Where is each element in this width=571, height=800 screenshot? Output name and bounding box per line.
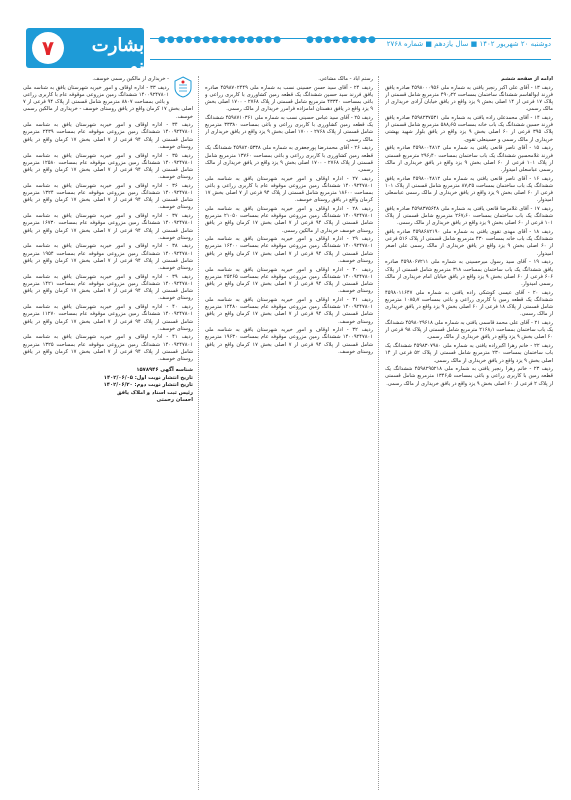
signer-title: رئیس ثبت اسناد و املاک یافق [116,389,193,396]
paragraph: ردیف ۱۵ - آقای ناصر قانعی یافتی به شماره ملی ۴۵۹۸۰۰۴۸۱۲ صادره یافق فرزند غلامحسین ششدانگ یک باب ساختمان بمساحت ۲۹۶٫۴۰ مترمربع قسمتی از پلاک ۱۰۱ فرعی از ۶۰ اصلی بخش ۹ یزد واقع در یافق خریداری از مالک رسمی عباسعلی امیدوار. [385,145,553,173]
paragraph: ردیف ۱۷ - آقای غلامرضا قانعی یافتی به شماره ملی ۴۵۹۸۳۷۵۶۴۸ صادره یافق ششدانگ یک باب ساختمان بمساحت ۲۶۷٫۶۰ مترمربع شامل قسمتی از پلاک ۱۰۱ فرعی از ۶۰ اصلی بخش ۹ یزد واقع در یافق خریداری از مالک رسمی. [385,205,553,227]
column-left [23,76,193,790]
paragraph: ردیف ۲۶ - آقای محمدرضا پورجعفری به شماره ملی ۴۵۹۸۲۰۵۳۳۸ ششدانگ یک قطعه زمین کشاورزی با کاربری زراعی و باغی بمساحت ۱۳۷۶۰ مترمربع شامل قسمتی از پلاک ۲۷۶۸ - ۱۷۰۰ اصلی بخش ۹ یزد واقع در یافق خریداری از مالک رسمی. [205,145,373,173]
paragraph: ردیف ۳۶ - اداره اوقاف و امور خیریه شهرستان یافق به شناسه ملی ۱۴۰۰۹۲۴۷۸۰۱ ششدانگ زمین مزروعی موقوفه عام بمساحت ۱۳۲۴ مترمربع شامل قسمتی از پلاک ۹۴ فرعی از ۷ اصلی بخش ۱۷ کرمان واقع در یافق روستای خوسف. [23,182,193,211]
paragraph: ردیف ۳۴ - اداره اوقاف و امور خیریه شهرستان یافق به شناسه ملی ۱۴۰۰۹۲۴۷۸۰۱ ششدانگ زمین مزروعی موقوفه عام بمساحت ۲۴۳۹ مترمربع شامل قسمتی از پلاک ۹۴ فرعی از ۷ اصلی بخش ۱۷ کرمان واقع در یافق روستای خوسف. [23,122,193,150]
notice-footer [23,367,193,405]
paragraph: رستم آباد - مالک مشاعی. [318,76,373,82]
paragraph: ردیف ۲۳ - خانم زهرا رنجبر یافتی به شماره ملی ۴۵۹۸۲۹۵۲۱۸ ششدانگ یک قطعه زمین با کاربری زراعی و باغی بمساحت ۱۳۴۶٫۵ مترمربع شامل قسمتی از پلاک ۲ فرعی از ۶۰ اصلی بخش ۹ یزد واقع در یافق خریداری از مالک رسمی. [385,366,553,387]
column-divider [378,76,379,790]
paragraph: ردیف ۱۳ - آقای علی اکبر رنجبر یافتی به شماره ملی ۴۵۹۸۰۰۰۹۵۶ صادره یافق فرزند ابوالقاسم ششدانگ ساختمان بمساحت ۴۹۰٫۲۲ مترمربع شامل قسمتی از پلاک ۱۷ فرعی از ۱۴ اصلی بخش ۹ یزد واقع در یافق خیابان آزادی خریداری از مالک رسمی. [385,84,553,113]
paragraph: ردیف ۳۸ - اداره اوقاف و امور خیریه شهرستان یافق به شناسه ملی ۱۴۰۰۹۲۴۷۸۰۱ ششدانگ زمین مزروعی موقوفه عام بمساحت ۱۹۵۴ مترمربع شامل قسمتی از پلاک ۹۴ فرعی از ۷ اصلی بخش ۱۷ کرمان واقع در یافق روستای خوسف. [23,243,193,272]
paragraph: ردیف ۴۰ - اداره اوقاف و امور خیریه شهرستان یافق به شناسه ملی ۱۴۰۰۹۲۴۷۸۰۱ ششدانگ زمین مزروعی موقوفه عام بمساحت ۱۱۲۷۰ مترمربع شامل قسمتی از پلاک ۹۴ فرعی از ۷ اصلی بخش ۱۷ کرمان واقع در یافق روستای خوسف. [23,304,193,332]
column-right [385,76,553,790]
paragraph: ردیف ۲۱ - آقای علی محمد قاسمی یافتی به شماره ملی ۴۵۹۸۰۲۹۶۱۸ ششدانگ یک باب ساختمان بمساحت ۲۱۶۸٫۱ مترمربع شامل قسمتی از پلاک ۹۸ فرعی از ۶۰ اصلی بخش ۹ یزد واقع در یافق خریداری از مالک رسمی. [385,320,553,341]
signer-name: احسان رحمتی [156,397,193,404]
paragraph: ردیف ۱۸ - آقای مهدی تقوی یافتی به شماره ملی ۴۵۹۸۶۸۲۱۹۰ صادره یافق ششدانگ یک باب خانه بمساحت ۴۳۰ مترمربع شامل قسمتی از پلاک ۵۱۶ فرعی از ۶۰ اصلی بخش ۹ یزد واقع در یافق خریداری از مالک رسمی علی اصغر امیدوار. [385,229,553,257]
notice-code: شناسه آگهی ۱۵۷۸۹۴۶ [136,367,193,374]
page-header [26,28,551,77]
article-columns [20,76,553,790]
paragraph: ردیف ۲۸ - اداره اوقاف و امور خیریه شهرستان یافق به شناسه ملی ۱۴۰۰۹۲۴۷۸۰۱ ششدانگ زمین مزروعی موقوفه عام بمساحت ۲۱۰۵۰ مترمربع شامل قسمتی از پلاک ۹۴ فرعی از ۷ اصلی بخش ۱۷ کرمان واقع در یافق روستای خوسف خریداری از مالکین رسمی. [205,205,373,234]
column-middle [205,76,373,790]
paragraph: ردیف ۳۷ - اداره اوقاف و امور خیریه شهرستان یافق به شناسه ملی ۱۴۰۰۹۲۴۷۸۰۱ ششدانگ زمین مزروعی موقوفه عام بمساحت ۱۶۷۳۰ مترمربع شامل قسمتی از پلاک ۹۴ فرعی از ۷ اصلی بخش ۱۷ کرمان واقع در یافق روستای خوسف. [23,213,193,241]
paragraph: ردیف ۲۵ - آقای سید عباس حسینی نسب به شماره ملی ۴۵۹۸۷۱۰۳۶۱ ششدانگ یک قطعه زمین کشاورزی با کاربری زراعی و باغی بمساحت ۳۳۳۸۰ مترمربع شامل قسمتی از پلاک ۲۷۶۸ - ۱۷۰۰ اصلی بخش ۹ یزد واقع در یافق خریداری از مالک رسمی. [205,115,373,143]
paragraph: ردیف ۳۰ - اداره اوقاف و امور خیریه شهرستان یافق به شناسه ملی ۱۴۰۰۹۲۴۷۸۰۱ ششدانگ زمین مزروعی موقوفه عام بمساحت ۲۵۲۶۵ مترمربع شامل قسمتی از پلاک ۹۴ فرعی از ۷ اصلی بخش ۱۷ کرمان واقع در یافق روستای خوسف. [205,266,373,295]
paragraph: ردیف ۲۴ - آقای سید حسن حسینی نسب به شماره ملی ۴۵۹۸۷۰۲۴۴۹ صادره یافق فرزند سید حسین ششدانگ یک قطعه زمین کشاورزی با کاربری زراعی و باغی بمساحت ۴۳۳۴۰ مترمربع شامل قسمتی از پلاک ۲۷۶۸ - ۱۷۰۰ اصلی بخش ۹ یزد واقع در یافق دهستان امامزاده فرامرز خریداری از مالک رسمی. [205,84,373,113]
paragraph: ردیف ۳۱ - اداره اوقاف و امور خیریه شهرستان یافق به شناسه ملی ۱۴۰۰۹۲۴۷۸۰۱ ششدانگ زمین مزروعی موقوفه عام بمساحت ۱۲۴۸۰ مترمربع شامل قسمتی از پلاک ۹۴ فرعی از ۷ اصلی بخش ۱۷ کرمان واقع در یافق روستای خوسف. [205,296,373,325]
page-number: ۷ [32,32,64,64]
paragraph: ردیف ۲۹ - اداره اوقاف و امور خیریه شهرستان یافق به شناسه ملی ۱۴۰۰۹۲۴۷۸۰۱ ششدانگ زمین مزروعی موقوفه عام بمساحت ۱۶۴۰۰ مترمربع شامل قسمتی از پلاک ۹۴ فرعی از ۷ اصلی بخش ۱۷ کرمان واقع در یافق روستای خوسف. [205,236,373,264]
registry-emblem-icon [173,76,193,98]
newspaper-logo-box [26,28,144,77]
newspaper-logo: بشارت نو [91,35,144,77]
paragraph: ردیف ۲۷ - اداره اوقاف و امور خیریه شهرستان یافق به شناسه ملی ۱۴۰۰۹۲۴۷۸۰۱ ششدانگ زمین مزروعی موقوفه عام با کاربری زراعی و باغی بمساحت ۱۸۶۰۰ مترمربع شامل قسمتی از پلاک ۹۴ فرعی از ۷ اصلی بخش ۱۷ کرمان واقع در یافق روستای خوسف. [205,175,373,204]
paragraph: ردیف ۳۲ - اداره اوقاف و امور خیریه شهرستان یافق به شناسه ملی ۱۴۰۰۹۲۴۷۸۰۱ ششدانگ زمین مزروعی موقوفه عام بمساحت ۱۹۶۳۰ مترمربع شامل قسمتی از پلاک ۹۴ فرعی از ۷ اصلی بخش ۱۷ کرمان واقع در یافق روستای خوسف. [205,327,373,355]
paragraph: - خریداری از مالکین رسمی خوسف. [92,76,169,82]
paragraph: ادامه از صفحه ششم [501,76,553,82]
header-dots-left: ●●●●●●●●●●●●●● [158,35,282,45]
paragraph: ردیف ۳۵ - اداره اوقاف و امور خیریه شهرستان یافق به شناسه ملی ۱۴۰۰۹۲۴۷۸۰۱ ششدانگ زمین مزروعی موقوفه عام بمساحت ۱۲۵۸۰ مترمربع شامل قسمتی از پلاک ۹۴ فرعی از ۷ اصلی بخش ۱۷ کرمان واقع در یافق روستای خوسف. [23,152,193,181]
paragraph: ردیف ۳۳ - اداره اوقاف و امور خیریه شهرستان یافق به شناسه ملی ۱۴۰۰۹۲۴۷۸۰۱ ششدانگ زمین مزروعی موقوفه عام با کاربری زراعی و باغی بمساحت ۸۸۰۷ مترمربع شامل قسمتی از پلاک ۹۴ فرعی از ۷ اصلی بخش ۱۷ کرمان واقع در یافق روستای خوسف - خریداری از مالکین رسمی خوسف. [23,84,193,120]
issue-meta: دوشنبه ۲۰ شهریور ۱۴۰۲ ■ سال یازدهم ■ شماره ۲۷۶۸ [386,40,551,48]
paragraph: ردیف ۲۰ - آقای عیسی کوشکی زاده یافتی به شماره ملی ۴۵۹۸۰۱۱۶۴۷ ششدانگ یک قطعه زمین با کاربری زراعی و باغی بمساحت ۱۰۸۵٫۷ مترمربع شامل قسمتی از پلاک ۱۸ فرعی از ۶۰ اصلی بخش ۹ یزد واقع در یافق خریداری از مالک رسمی. [385,289,553,318]
paragraph: ردیف ۱۴ - آقای محمدعلی زاده یافتی به شماره ملی ۴۵۹۸۲۳۷۵۳۱ صادره یافق فرزند حسین ششدانگ یک باب خانه بمساحت ۵۸۸٫۶۵ مترمربع شامل قسمتی از پلاک ۳۹۵ فرعی از ۶۰ اصلی بخش ۹ یزد واقع در یافق بلوار شهید بهشتی خریداری از مالک رسمی و حسینعلی تقوی. [385,115,553,143]
column-divider [198,76,199,790]
paragraph: ردیف ۱۹ - آقای سید رسول میرحسینی به شماره ملی ۴۵۹۸۰۶۷۲۱۱ صادره یافق ششدانگ یک باب ساختمان بمساحت ۳۱۸ مترمربع شامل قسمتی از پلاک ۶۰۶ فرعی از ۶۰ اصلی بخش ۹ یزد واقع در یافق خیابان امام خریداری از مالک رسمی امیدوار. [385,259,553,287]
header-dots-right: ●●●●●●●● [306,35,377,45]
paragraph: ردیف ۴۱ - اداره اوقاف و امور خیریه شهرستان یافق به شناسه ملی ۱۴۰۰۹۲۴۷۸۰۱ ششدانگ زمین مزروعی موقوفه عام بمساحت ۱۳۲۵ مترمربع شامل قسمتی از پلاک ۹۴ فرعی از ۷ اصلی بخش ۱۷ کرمان واقع در یافق روستای خوسف. [23,334,193,363]
paragraph: ردیف ۳۹ - اداره اوقاف و امور خیریه شهرستان یافق به شناسه ملی ۱۴۰۰۹۲۴۷۸۰۱ ششدانگ زمین مزروعی موقوفه عام بمساحت ۱۴۲۱ مترمربع شامل قسمتی از پلاک ۹۴ فرعی از ۷ اصلی بخش ۱۷ کرمان واقع در یافق روستای خوسف. [23,273,193,302]
paragraph: ردیف ۲۲ - خانم زهرا اکبرزاده یافتی به شماره ملی ۴۵۹۸۳۰۷۹۸۰ ششدانگ یک باب ساختمان بمساحت ۲۳۰ مترمربع شامل قسمتی از پلاک ۵۲ فرعی از ۱۴ اصلی بخش ۹ یزد واقع در یافق خریداری از مالک رسمی. [385,343,553,364]
publish-date-first: تاریخ انتشار نوبت اول: ۱۴۰۲/۰۶/۰۵ [103,374,193,381]
paragraph: ردیف ۱۶ - آقای ناصر قانعی یافتی به شماره ملی ۴۵۹۸۰۰۴۸۱۲ صادره یافق ششدانگ یک باب ساختمان بمساحت ۸۷٫۲۵ مترمربع شامل قسمتی از پلاک ۱۰۱ فرعی از ۶۰ اصلی بخش ۹ یزد واقع در یافق خریداری از مالک رسمی عباسعلی امیدوار. [385,175,553,204]
publish-date-second: تاریخ انتشار نوبت دوم: ۱۴۰۲/۰۶/۲۰ [103,382,193,389]
